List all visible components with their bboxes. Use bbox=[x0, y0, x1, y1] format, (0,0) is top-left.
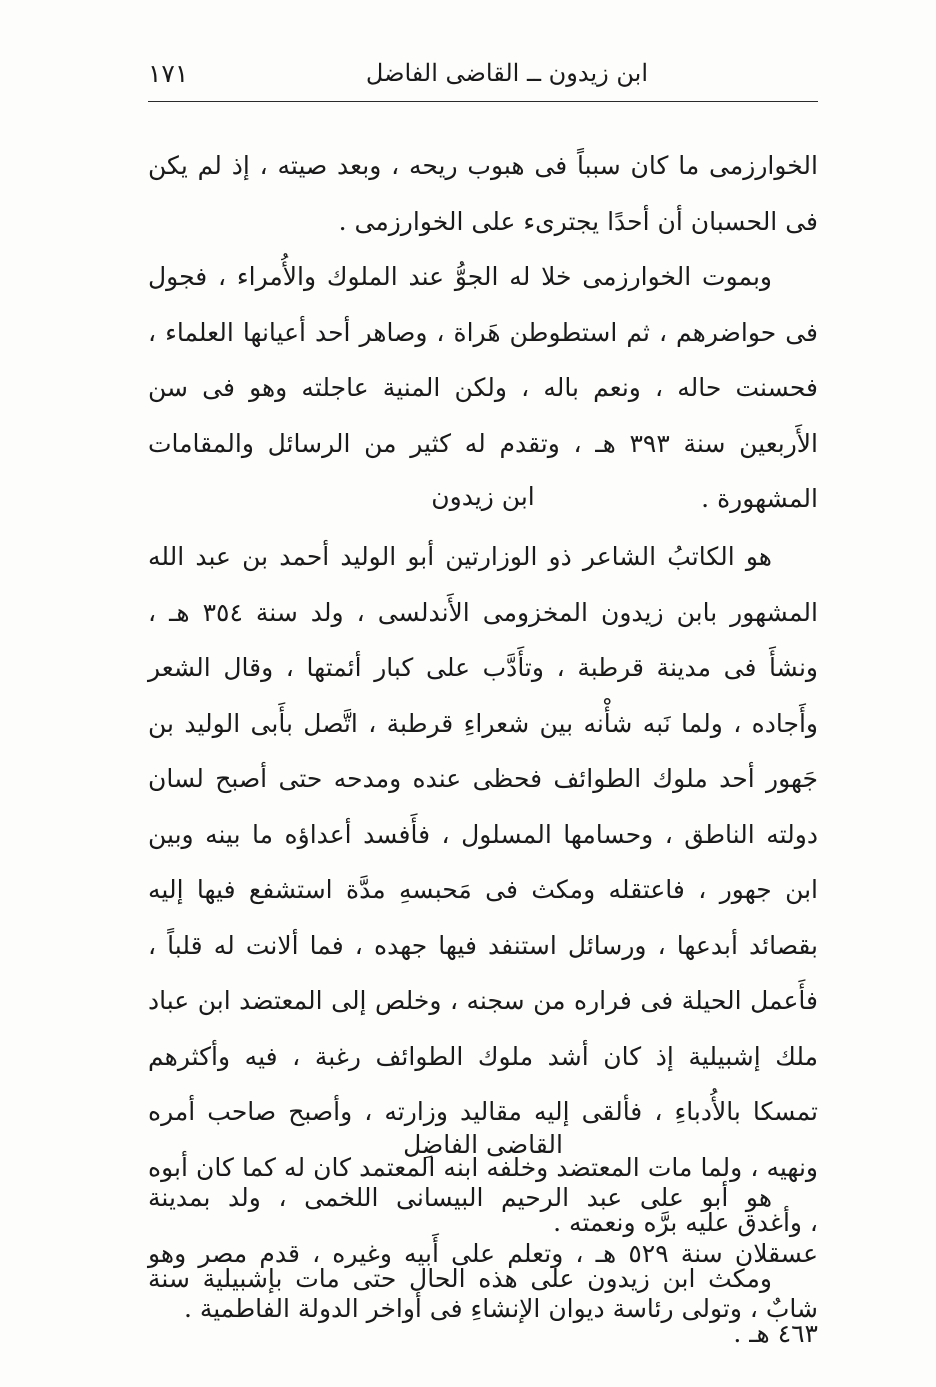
paragraph-khwarizmi-end: الخوارزمى ما كان سبباً فى هبوب ريحه ، وبعد صيته ، إذ لم يكن فى الحسبان أن أحدًا يجترىء على الخوارزمى . bbox=[148, 151, 818, 236]
text-block-qadi-fadil bbox=[148, 1170, 818, 1337]
text-block-khwarizmi bbox=[148, 138, 818, 527]
running-header-title: ابن زيدون ــ القاضى الفاضل bbox=[365, 59, 648, 87]
paragraph-khwarizmi-death: وبموت الخوارزمى خلا له الجوُّ عند الملوك والأُمراء ، فجول فى حواضرهم ، ثم استطوطن هَراة ، وصاهر أحد أعيانها العلماء ، فحسنت حاله ، ونعم باله ، ولكن المنية عاجلته وهو فى سن الأَربعين سنة ٣٩٣ هـ ، وتقدم له كثير من الرسائل والمقامات المشهورة . bbox=[148, 262, 818, 513]
paragraph-ibn-zaydun-death: ومكث ابن زيدون على هذه الحال حتى مات بإشبيلية سنة ٤٦٣ هـ . bbox=[148, 1263, 818, 1348]
section-heading-qadi-fadil: القاضى الفاضِل bbox=[403, 1130, 563, 1159]
paragraph-qadi-fadil-bio: هو أبو على عبد الرحيم البيسانى اللخمى ، ولد بمدينة عسقلان سنة ٥٢٩ هـ ، وتعلم على أَبيه وغيره ، قدم مصر وهو شابٌ ، وتولى رئاسة ديوان الإنشاءِ فى أواخر الدولة الفاطمية . bbox=[148, 1183, 819, 1323]
header-rule bbox=[148, 101, 818, 102]
running-header bbox=[148, 55, 818, 95]
page-number: ١٧١ bbox=[148, 59, 189, 88]
paragraph-ibn-zaydun-bio: هو الكاتبُ الشاعر ذو الوزارتين أبو الوليد أحمد بن عبد الله المشهور بابن زيدون المخزومى الأَندلسى ، ولد سنة ٣٥٤ هـ ، ونشأَ فى مدينة قرطبة ، وتأَدَّب على كبار أئمتها ، وقال الشعر وأَجاده ، ولما نَبه شأْنه بين شعراءِ قرطبة ، اتَّصل بأَبى الوليد بن جَهور أحد ملوك الطوائف فحظى عنده ومدحه حتى أصبح لسان دولته الناطق ، وحسامها المسلول ، فأَفسد أعداؤه ما بينه وبين ابن جهور ، فاعتقله ومكث فى مَحبسهِ مدَّة استشفع فيها إليه بقصائد أبدعها ، ورسائل استنفد فيها جهده ، فما ألانت له قلباً ، فأَعمل الحيلة فى فراره من سجنه ، وخلص إلى المعتضد ابن عباد ملك إشبيلية إذ كان أشد ملوك الطوائف رغبة ، فيه وأكثرهم تمسكا بالأُدباءِ ، فألقى إليه مقاليد وزارته ، وأصبح صاحب أمره ونهيه ، ولما مات المعتضد وخلفه ابنه المعتمد كان له كما كان أبوه ، وأغدق عليه برَّه ونعمته . bbox=[148, 542, 818, 1237]
section-heading-ibn-zaydun: ابن زيدون bbox=[431, 482, 535, 511]
